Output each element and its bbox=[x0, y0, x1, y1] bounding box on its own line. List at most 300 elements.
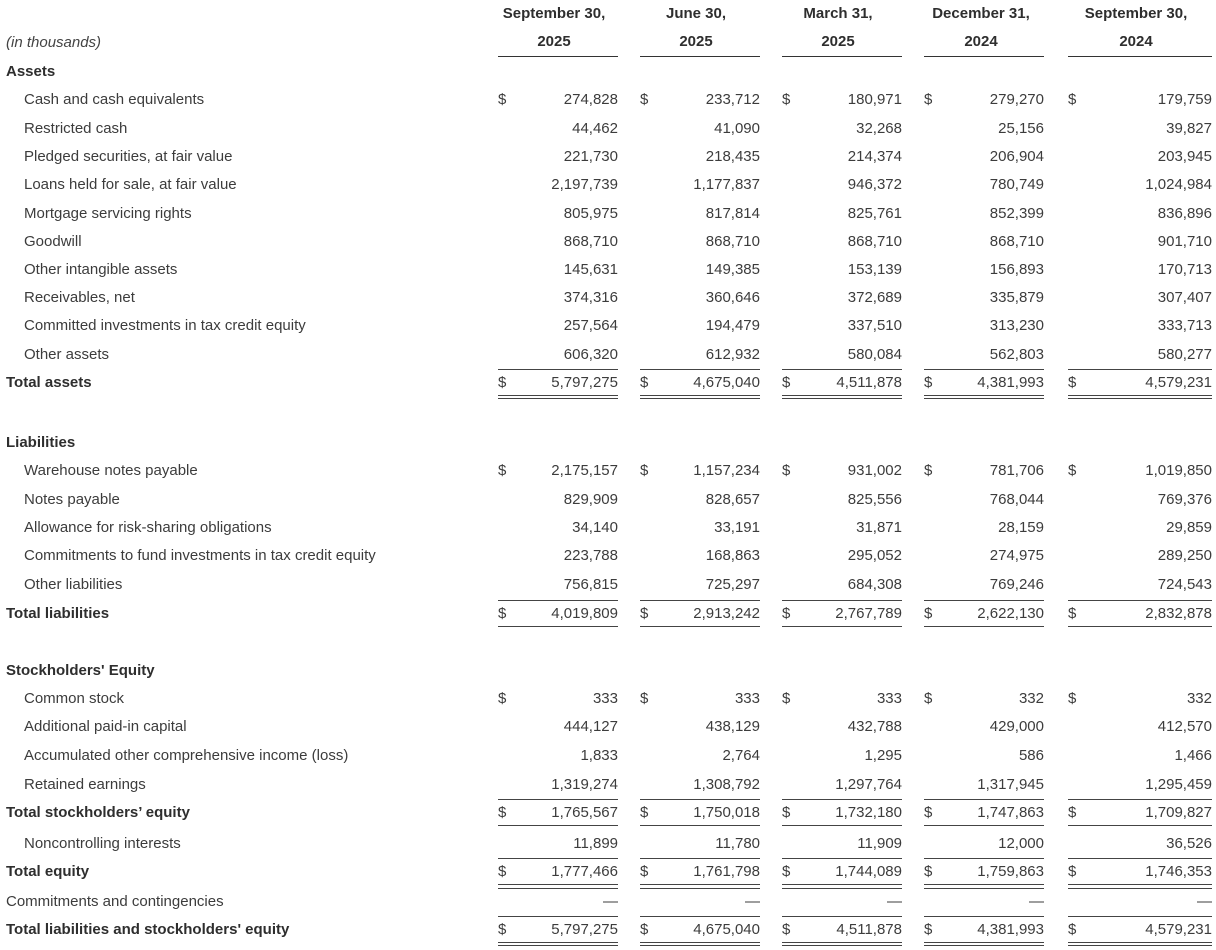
row-label: Total liabilities and stockholders' equity bbox=[6, 921, 290, 938]
column-header-year: 2025 bbox=[821, 33, 855, 50]
total-rule-top bbox=[1068, 369, 1212, 370]
cell-value: 946,372 bbox=[847, 176, 902, 193]
cell-value: 33,191 bbox=[714, 519, 760, 536]
cell-value: 1,709,827 bbox=[1145, 804, 1212, 821]
cell-value: 868,710 bbox=[705, 233, 760, 250]
row-label: Warehouse notes payable bbox=[24, 462, 198, 479]
currency-symbol: $ bbox=[640, 804, 649, 821]
cell-value: 34,140 bbox=[572, 519, 618, 536]
cell-value: 32,268 bbox=[856, 120, 902, 137]
cell-value: 28,159 bbox=[998, 519, 1044, 536]
column-header-period: December 31, bbox=[932, 5, 1030, 22]
currency-symbol: $ bbox=[498, 605, 507, 622]
total-rule-top bbox=[640, 369, 760, 370]
cell-value: 768,044 bbox=[989, 491, 1044, 508]
cell-value: 1,732,180 bbox=[835, 804, 902, 821]
cell-value: 1,777,466 bbox=[551, 863, 618, 880]
column-header-year: 2025 bbox=[537, 33, 571, 50]
cell-value: 11,780 bbox=[715, 835, 760, 852]
cell-value: 214,374 bbox=[847, 148, 902, 165]
cell-value: 829,909 bbox=[563, 491, 618, 508]
total-rule-bottom bbox=[1068, 942, 1212, 943]
total-rule-bottom bbox=[498, 825, 618, 826]
total-rule-double bbox=[924, 945, 1044, 946]
currency-symbol: $ bbox=[498, 804, 507, 821]
cell-value: 153,139 bbox=[847, 261, 902, 278]
currency-symbol: $ bbox=[640, 605, 649, 622]
table-row bbox=[0, 891, 1216, 913]
cell-value: 332 bbox=[1018, 690, 1044, 707]
cell-value: 279,270 bbox=[989, 91, 1044, 108]
cell-value: 606,320 bbox=[563, 346, 618, 363]
cell-value: 586 bbox=[1018, 747, 1044, 764]
cell-value: 31,871 bbox=[856, 519, 902, 536]
cell-value: 825,556 bbox=[847, 491, 902, 508]
table-row bbox=[0, 344, 1216, 366]
column-header-period: March 31, bbox=[803, 5, 873, 22]
currency-symbol: $ bbox=[498, 374, 507, 391]
currency-symbol: $ bbox=[498, 863, 507, 880]
total-rule-bottom bbox=[640, 942, 760, 943]
column-header-underline bbox=[498, 56, 618, 57]
cell-value: 4,675,040 bbox=[693, 374, 760, 391]
cell-value: 868,710 bbox=[847, 233, 902, 250]
cell-value: 2,622,130 bbox=[977, 605, 1044, 622]
cell-value: 781,706 bbox=[989, 462, 1044, 479]
cell-value: 333,713 bbox=[1157, 317, 1212, 334]
cell-value: 206,904 bbox=[989, 148, 1044, 165]
row-label: Stockholders' Equity bbox=[6, 662, 155, 679]
total-rule-double bbox=[1068, 945, 1212, 946]
currency-symbol: $ bbox=[1068, 921, 1077, 938]
total-rule-top bbox=[498, 888, 618, 889]
currency-symbol: $ bbox=[924, 863, 933, 880]
total-rule-top bbox=[782, 888, 902, 889]
currency-symbol: $ bbox=[1068, 863, 1077, 880]
total-rule-bottom bbox=[782, 825, 902, 826]
cell-value: 1,177,837 bbox=[693, 176, 760, 193]
cell-value: 817,814 bbox=[705, 205, 760, 222]
total-rule-top bbox=[1068, 600, 1212, 601]
cell-value: 257,564 bbox=[563, 317, 618, 334]
row-label: Liabilities bbox=[6, 434, 76, 451]
cell-value: 4,381,993 bbox=[977, 921, 1044, 938]
total-rule-top bbox=[924, 888, 1044, 889]
cell-value: 289,250 bbox=[1157, 547, 1212, 564]
cell-value: 44,462 bbox=[572, 120, 618, 137]
total-rule-bottom bbox=[1068, 626, 1212, 627]
total-rule-bottom bbox=[640, 626, 760, 627]
cell-value: 221,730 bbox=[563, 148, 618, 165]
total-row bbox=[0, 372, 1216, 394]
total-row bbox=[0, 919, 1216, 941]
cell-value: 4,579,231 bbox=[1145, 921, 1212, 938]
table-row bbox=[0, 146, 1216, 168]
cell-value: 868,710 bbox=[989, 233, 1044, 250]
table-row bbox=[0, 203, 1216, 225]
currency-symbol: $ bbox=[924, 690, 933, 707]
cell-value: 901,710 bbox=[1157, 233, 1212, 250]
total-rule-top bbox=[640, 600, 760, 601]
row-label: Commitments to fund investments in tax credit equity bbox=[24, 547, 376, 564]
table-row bbox=[0, 489, 1216, 511]
cell-value: 333 bbox=[876, 690, 902, 707]
total-rule-top bbox=[924, 600, 1044, 601]
cell-value: 233,712 bbox=[705, 91, 760, 108]
currency-symbol: $ bbox=[1068, 91, 1077, 108]
total-rule-double bbox=[1068, 398, 1212, 399]
currency-symbol: $ bbox=[924, 374, 933, 391]
cell-value: 180,971 bbox=[847, 91, 902, 108]
cell-value: 769,376 bbox=[1157, 491, 1212, 508]
cell-value: 170,713 bbox=[1157, 261, 1212, 278]
total-rule-top bbox=[498, 858, 618, 859]
total-rule-top bbox=[498, 369, 618, 370]
currency-symbol: $ bbox=[1068, 605, 1077, 622]
cell-value: 725,297 bbox=[705, 576, 760, 593]
cell-value: 1,747,863 bbox=[977, 804, 1044, 821]
currency-symbol: $ bbox=[1068, 462, 1077, 479]
column-header-year: 2024 bbox=[1119, 33, 1153, 50]
cell-value: 4,019,809 bbox=[551, 605, 618, 622]
row-label: Assets bbox=[6, 63, 56, 80]
cell-value: 11,899 bbox=[573, 835, 618, 852]
total-rule-bottom bbox=[640, 395, 760, 396]
total-rule-top bbox=[498, 916, 618, 917]
cell-value: 562,803 bbox=[989, 346, 1044, 363]
currency-symbol: $ bbox=[640, 921, 649, 938]
column-header-underline bbox=[924, 56, 1044, 57]
total-rule-top bbox=[782, 916, 902, 917]
cell-value: 828,657 bbox=[705, 491, 760, 508]
column-header-period: June 30, bbox=[665, 5, 727, 22]
table-row bbox=[0, 833, 1216, 855]
cell-value: 724,543 bbox=[1157, 576, 1212, 593]
cell-value: 2,913,242 bbox=[693, 605, 760, 622]
row-label: Loans held for sale, at fair value bbox=[24, 176, 237, 193]
total-rule-double bbox=[640, 398, 760, 399]
cell-value: 836,896 bbox=[1157, 205, 1212, 222]
cell-value: 1,744,089 bbox=[835, 863, 902, 880]
cell-value: 4,511,878 bbox=[836, 921, 902, 938]
column-header-period: September 30, bbox=[502, 5, 606, 22]
row-label: Accumulated other comprehensive income (loss) bbox=[24, 747, 349, 764]
total-rule-top bbox=[640, 858, 760, 859]
cell-value: 852,399 bbox=[989, 205, 1044, 222]
table-row bbox=[0, 545, 1216, 567]
row-label: Total stockholders’ equity bbox=[6, 804, 190, 821]
cell-value: 29,859 bbox=[1166, 519, 1212, 536]
currency-symbol: $ bbox=[640, 462, 649, 479]
cell-value: 1,295,459 bbox=[1145, 776, 1212, 793]
cell-value: 1,750,018 bbox=[693, 804, 760, 821]
cell-value: 307,407 bbox=[1157, 289, 1212, 306]
cell-value: 868,710 bbox=[563, 233, 618, 250]
cell-value: 1,319,274 bbox=[551, 776, 618, 793]
currency-symbol: $ bbox=[782, 804, 791, 821]
total-rule-top bbox=[924, 799, 1044, 800]
currency-symbol: $ bbox=[498, 921, 507, 938]
row-label: Additional paid-in capital bbox=[24, 718, 187, 735]
currency-symbol: $ bbox=[640, 374, 649, 391]
currency-symbol: $ bbox=[498, 91, 507, 108]
cell-value: 223,788 bbox=[563, 547, 618, 564]
table-row bbox=[0, 259, 1216, 281]
cell-value: 333 bbox=[592, 690, 618, 707]
cell-value: 313,230 bbox=[989, 317, 1044, 334]
row-label: Other assets bbox=[24, 346, 110, 363]
table-row bbox=[0, 745, 1216, 767]
cell-value: 412,570 bbox=[1157, 718, 1212, 735]
cell-value: 41,090 bbox=[714, 120, 760, 137]
cell-value: 194,479 bbox=[705, 317, 760, 334]
total-rule-top bbox=[782, 600, 902, 601]
currency-symbol: $ bbox=[924, 921, 933, 938]
row-label: Commitments and contingencies bbox=[6, 893, 224, 910]
total-row bbox=[0, 603, 1216, 625]
total-rule-bottom bbox=[640, 825, 760, 826]
column-header-underline bbox=[782, 56, 902, 57]
table-row bbox=[0, 574, 1216, 596]
currency-symbol: $ bbox=[782, 374, 791, 391]
cell-value: 337,510 bbox=[847, 317, 902, 334]
unit-label: (in thousands) bbox=[6, 34, 102, 51]
total-rule-double bbox=[498, 945, 618, 946]
total-rule-bottom bbox=[498, 942, 618, 943]
cell-value: 1,765,567 bbox=[551, 804, 618, 821]
row-label: Pledged securities, at fair value bbox=[24, 148, 233, 165]
row-label: Common stock bbox=[24, 690, 125, 707]
currency-symbol: $ bbox=[782, 690, 791, 707]
section-heading-row bbox=[0, 660, 1216, 682]
row-label: Allowance for risk-sharing obligations bbox=[24, 519, 272, 536]
cell-value: 25,156 bbox=[998, 120, 1044, 137]
cell-value: 39,827 bbox=[1166, 120, 1212, 137]
cell-value: 1,308,792 bbox=[693, 776, 760, 793]
cell-value: 684,308 bbox=[847, 576, 902, 593]
cell-value: — bbox=[887, 893, 902, 910]
total-rule-bottom bbox=[782, 942, 902, 943]
total-rule-top bbox=[498, 799, 618, 800]
total-rule-bottom bbox=[782, 395, 902, 396]
total-rule-bottom bbox=[782, 884, 902, 885]
total-rule-bottom bbox=[498, 884, 618, 885]
row-label: Total liabilities bbox=[6, 605, 110, 622]
total-row bbox=[0, 861, 1216, 883]
total-rule-bottom bbox=[498, 626, 618, 627]
currency-symbol: $ bbox=[640, 690, 649, 707]
cell-value: 2,175,157 bbox=[551, 462, 618, 479]
cell-value: 4,675,040 bbox=[693, 921, 760, 938]
cell-value: 825,761 bbox=[847, 205, 902, 222]
currency-symbol: $ bbox=[498, 690, 507, 707]
currency-symbol: $ bbox=[640, 863, 649, 880]
cell-value: 580,277 bbox=[1157, 346, 1212, 363]
total-rule-bottom bbox=[924, 626, 1044, 627]
total-row bbox=[0, 802, 1216, 824]
total-rule-bottom bbox=[1068, 884, 1212, 885]
total-rule-top bbox=[924, 369, 1044, 370]
column-header-year: 2025 bbox=[679, 33, 713, 50]
cell-value: 1,466 bbox=[1174, 747, 1212, 764]
total-rule-bottom bbox=[640, 884, 760, 885]
cell-value: 332 bbox=[1186, 690, 1212, 707]
column-header-underline bbox=[1068, 56, 1212, 57]
row-label: Committed investments in tax credit equity bbox=[24, 317, 306, 334]
cell-value: 2,197,739 bbox=[551, 176, 618, 193]
total-rule-double bbox=[498, 398, 618, 399]
cell-value: 335,879 bbox=[989, 289, 1044, 306]
cell-value: 149,385 bbox=[705, 261, 760, 278]
currency-symbol: $ bbox=[924, 605, 933, 622]
cell-value: 1,759,863 bbox=[977, 863, 1044, 880]
total-rule-top bbox=[640, 888, 760, 889]
cell-value: 372,689 bbox=[847, 289, 902, 306]
cell-value: — bbox=[1197, 893, 1212, 910]
table-row bbox=[0, 118, 1216, 140]
cell-value: 756,815 bbox=[563, 576, 618, 593]
cell-value: 444,127 bbox=[563, 718, 618, 735]
row-label: Noncontrolling interests bbox=[24, 835, 181, 852]
cell-value: 4,579,231 bbox=[1145, 374, 1212, 391]
cell-value: 274,975 bbox=[989, 547, 1044, 564]
row-label: Mortgage servicing rights bbox=[24, 205, 192, 222]
table-row bbox=[0, 315, 1216, 337]
cell-value: 2,832,878 bbox=[1145, 605, 1212, 622]
cell-value: 432,788 bbox=[847, 718, 902, 735]
cell-value: 218,435 bbox=[705, 148, 760, 165]
currency-symbol: $ bbox=[1068, 374, 1077, 391]
table-row bbox=[0, 688, 1216, 710]
total-rule-top bbox=[924, 858, 1044, 859]
total-rule-double bbox=[782, 398, 902, 399]
total-rule-bottom bbox=[782, 626, 902, 627]
row-label: Notes payable bbox=[24, 491, 120, 508]
row-label: Receivables, net bbox=[24, 289, 135, 306]
total-rule-top bbox=[782, 369, 902, 370]
total-rule-top bbox=[1068, 858, 1212, 859]
cell-value: 5,797,275 bbox=[551, 921, 618, 938]
total-rule-double bbox=[924, 398, 1044, 399]
cell-value: 2,767,789 bbox=[835, 605, 902, 622]
total-rule-bottom bbox=[924, 884, 1044, 885]
cell-value: 1,297,764 bbox=[835, 776, 902, 793]
cell-value: 612,932 bbox=[705, 346, 760, 363]
total-rule-top bbox=[1068, 799, 1212, 800]
table-row bbox=[0, 460, 1216, 482]
total-rule-bottom bbox=[1068, 395, 1212, 396]
currency-symbol: $ bbox=[924, 462, 933, 479]
total-rule-top bbox=[924, 916, 1044, 917]
cell-value: 438,129 bbox=[705, 718, 760, 735]
currency-symbol: $ bbox=[924, 804, 933, 821]
section-heading-row bbox=[0, 432, 1216, 454]
currency-symbol: $ bbox=[498, 462, 507, 479]
cell-value: 145,631 bbox=[563, 261, 618, 278]
cell-value: 12,000 bbox=[998, 835, 1044, 852]
cell-value: — bbox=[745, 893, 760, 910]
section-heading-row bbox=[0, 61, 1216, 83]
cell-value: 580,084 bbox=[847, 346, 902, 363]
cell-value: 769,246 bbox=[989, 576, 1044, 593]
table-row bbox=[0, 287, 1216, 309]
cell-value: 295,052 bbox=[847, 547, 902, 564]
cell-value: 1,157,234 bbox=[693, 462, 760, 479]
cell-value: 1,019,850 bbox=[1145, 462, 1212, 479]
cell-value: 931,002 bbox=[847, 462, 902, 479]
table-row bbox=[0, 774, 1216, 796]
column-header-year: 2024 bbox=[964, 33, 998, 50]
currency-symbol: $ bbox=[640, 91, 649, 108]
total-rule-bottom bbox=[498, 395, 618, 396]
table-row bbox=[0, 517, 1216, 539]
column-header-underline bbox=[640, 56, 760, 57]
currency-symbol: $ bbox=[782, 462, 791, 479]
row-label: Other intangible assets bbox=[24, 261, 178, 278]
total-rule-bottom bbox=[924, 395, 1044, 396]
currency-symbol: $ bbox=[782, 605, 791, 622]
total-rule-double bbox=[782, 945, 902, 946]
cell-value: 179,759 bbox=[1157, 91, 1212, 108]
total-rule-bottom bbox=[924, 942, 1044, 943]
cell-value: 11,909 bbox=[857, 835, 902, 852]
cell-value: 1,833 bbox=[580, 747, 618, 764]
column-header-period: September 30, bbox=[1084, 5, 1188, 22]
cell-value: 274,828 bbox=[563, 91, 618, 108]
row-label: Restricted cash bbox=[24, 120, 128, 137]
row-label: Other liabilities bbox=[24, 576, 123, 593]
cell-value: 4,381,993 bbox=[977, 374, 1044, 391]
cell-value: 1,024,984 bbox=[1145, 176, 1212, 193]
table-row bbox=[0, 89, 1216, 111]
cell-value: — bbox=[603, 893, 618, 910]
table-row bbox=[0, 174, 1216, 196]
total-rule-top bbox=[498, 600, 618, 601]
row-label: Goodwill bbox=[24, 233, 82, 250]
total-rule-top bbox=[1068, 916, 1212, 917]
cell-value: 156,893 bbox=[989, 261, 1044, 278]
row-label: Cash and cash equivalents bbox=[24, 91, 205, 108]
currency-symbol: $ bbox=[1068, 690, 1077, 707]
row-label: Retained earnings bbox=[24, 776, 146, 793]
cell-value: 374,316 bbox=[563, 289, 618, 306]
total-rule-double bbox=[640, 945, 760, 946]
cell-value: 36,526 bbox=[1166, 835, 1212, 852]
total-rule-top bbox=[782, 858, 902, 859]
currency-symbol: $ bbox=[782, 863, 791, 880]
cell-value: 2,764 bbox=[722, 747, 760, 764]
currency-symbol: $ bbox=[1068, 804, 1077, 821]
row-label: Total equity bbox=[6, 863, 90, 880]
total-rule-bottom bbox=[924, 825, 1044, 826]
cell-value: 4,511,878 bbox=[836, 374, 902, 391]
table-row bbox=[0, 716, 1216, 738]
cell-value: 805,975 bbox=[563, 205, 618, 222]
cell-value: 780,749 bbox=[989, 176, 1044, 193]
cell-value: 5,797,275 bbox=[551, 374, 618, 391]
currency-symbol: $ bbox=[782, 921, 791, 938]
cell-value: 203,945 bbox=[1157, 148, 1212, 165]
cell-value: 429,000 bbox=[989, 718, 1044, 735]
total-rule-bottom bbox=[1068, 825, 1212, 826]
cell-value: 1,317,945 bbox=[977, 776, 1044, 793]
total-rule-top bbox=[640, 916, 760, 917]
currency-symbol: $ bbox=[924, 91, 933, 108]
cell-value: 360,646 bbox=[705, 289, 760, 306]
cell-value: 1,295 bbox=[864, 747, 902, 764]
table-row bbox=[0, 231, 1216, 253]
cell-value: 1,761,798 bbox=[693, 863, 760, 880]
